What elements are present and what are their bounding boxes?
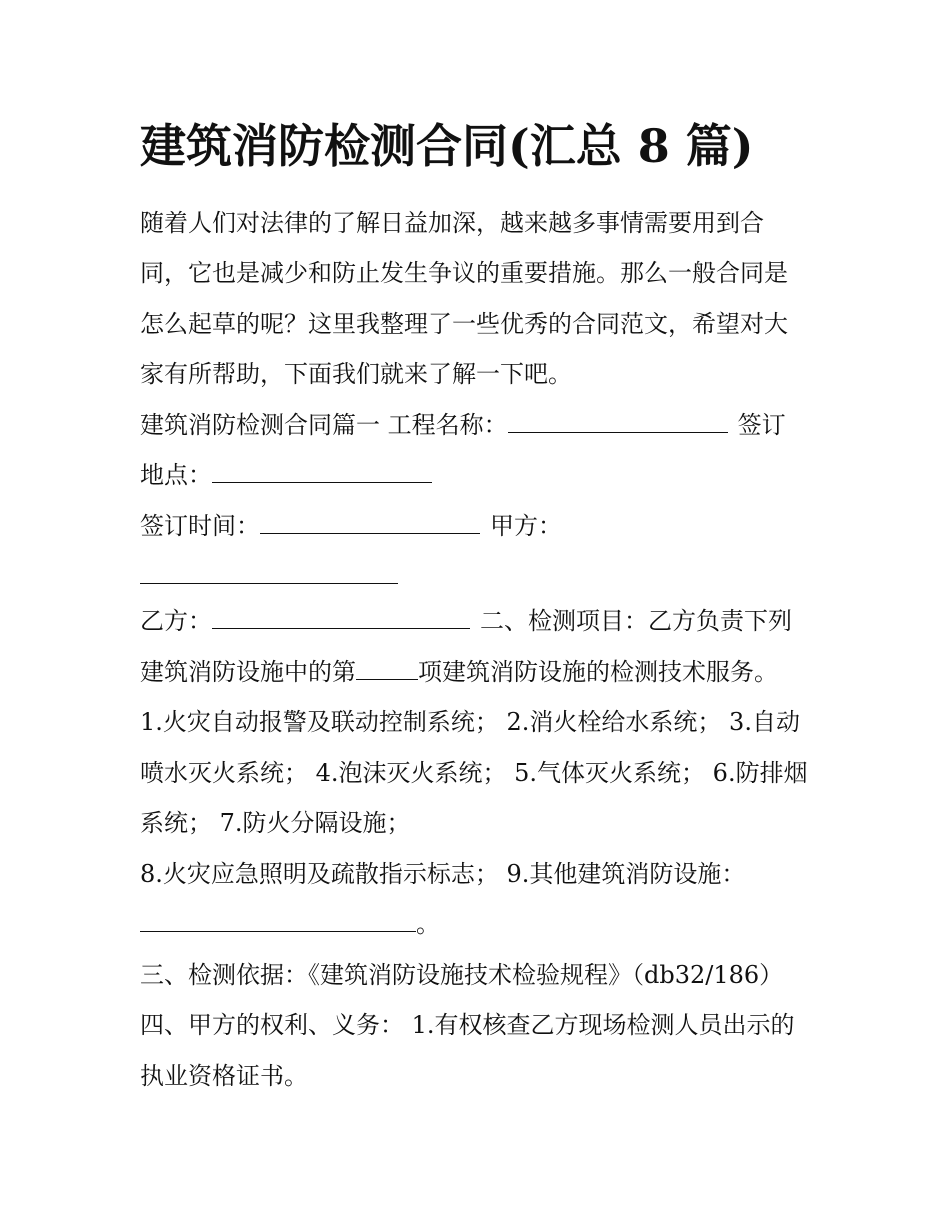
item3-line: 三、检测依据：《建筑消防设施技术检验规程》（db32/186） <box>140 961 784 989</box>
party-b-label: 乙方： <box>140 607 212 635</box>
section1-heading: 建筑消防检测合同篇一 工程名称： <box>140 411 508 439</box>
other-facilities-blank <box>140 909 416 932</box>
systems-line-1: 1.火灾自动报警及联动控制系统； 2.消火栓给水系统； 3.自动 <box>140 708 800 736</box>
item2-cont-line <box>140 655 778 689</box>
systems-line-4: 8.火灾应急照明及疏散指示标志； 9.其他建筑消防设施： <box>140 860 746 888</box>
systems-line-2: 喷水灭火系统； 4.泡沫灭火系统； 5.气体灭火系统； 6.防排烟 <box>140 759 808 787</box>
intro-line-3: 怎么起草的呢？这里我整理了一些优秀的合同范文，希望对大 <box>140 310 788 338</box>
time-line <box>140 509 562 543</box>
sign-label: 签订 <box>737 411 786 439</box>
item2-text: 二、检测项目：乙方负责下列 <box>480 607 792 635</box>
party-b-blank <box>212 606 470 629</box>
time-blank <box>260 511 480 534</box>
item2-cont-a: 建筑消防设施中的第 <box>140 658 356 686</box>
time-label: 签订时间： <box>140 512 260 540</box>
other-facilities-line <box>140 907 440 941</box>
section1-line <box>140 408 786 442</box>
intro-line-4: 家有所帮助，下面我们就来了解一下吧。 <box>140 360 572 388</box>
party-a-label: 甲方： <box>490 512 562 540</box>
intro-line-2: 同，它也是减少和防止发生争议的重要措施。那么一般合同是 <box>140 259 788 287</box>
item-number-blank <box>356 657 418 680</box>
location-line <box>140 458 432 492</box>
location-label: 地点： <box>140 461 212 489</box>
intro-line-1: 随着人们对法律的了解日益加深，越来越多事情需要用到合 <box>140 209 764 237</box>
party-b-line <box>140 604 792 638</box>
party-a-blank <box>140 561 398 584</box>
project-name-blank <box>508 410 728 433</box>
item2-cont-b: 项建筑消防设施的检测技术服务。 <box>418 658 778 686</box>
item4-line-1: 四、甲方的权利、义务： 1.有权核查乙方现场检测人员出示的 <box>140 1011 795 1039</box>
location-blank <box>212 460 432 483</box>
document-title: 建筑消防检测合同(汇总 8 篇) <box>140 119 754 173</box>
party-a-line <box>140 559 398 593</box>
item4-line-2: 执业资格证书。 <box>140 1062 308 1090</box>
period: 。 <box>416 910 440 938</box>
systems-line-3: 系统； 7.防火分隔设施； <box>140 809 411 837</box>
